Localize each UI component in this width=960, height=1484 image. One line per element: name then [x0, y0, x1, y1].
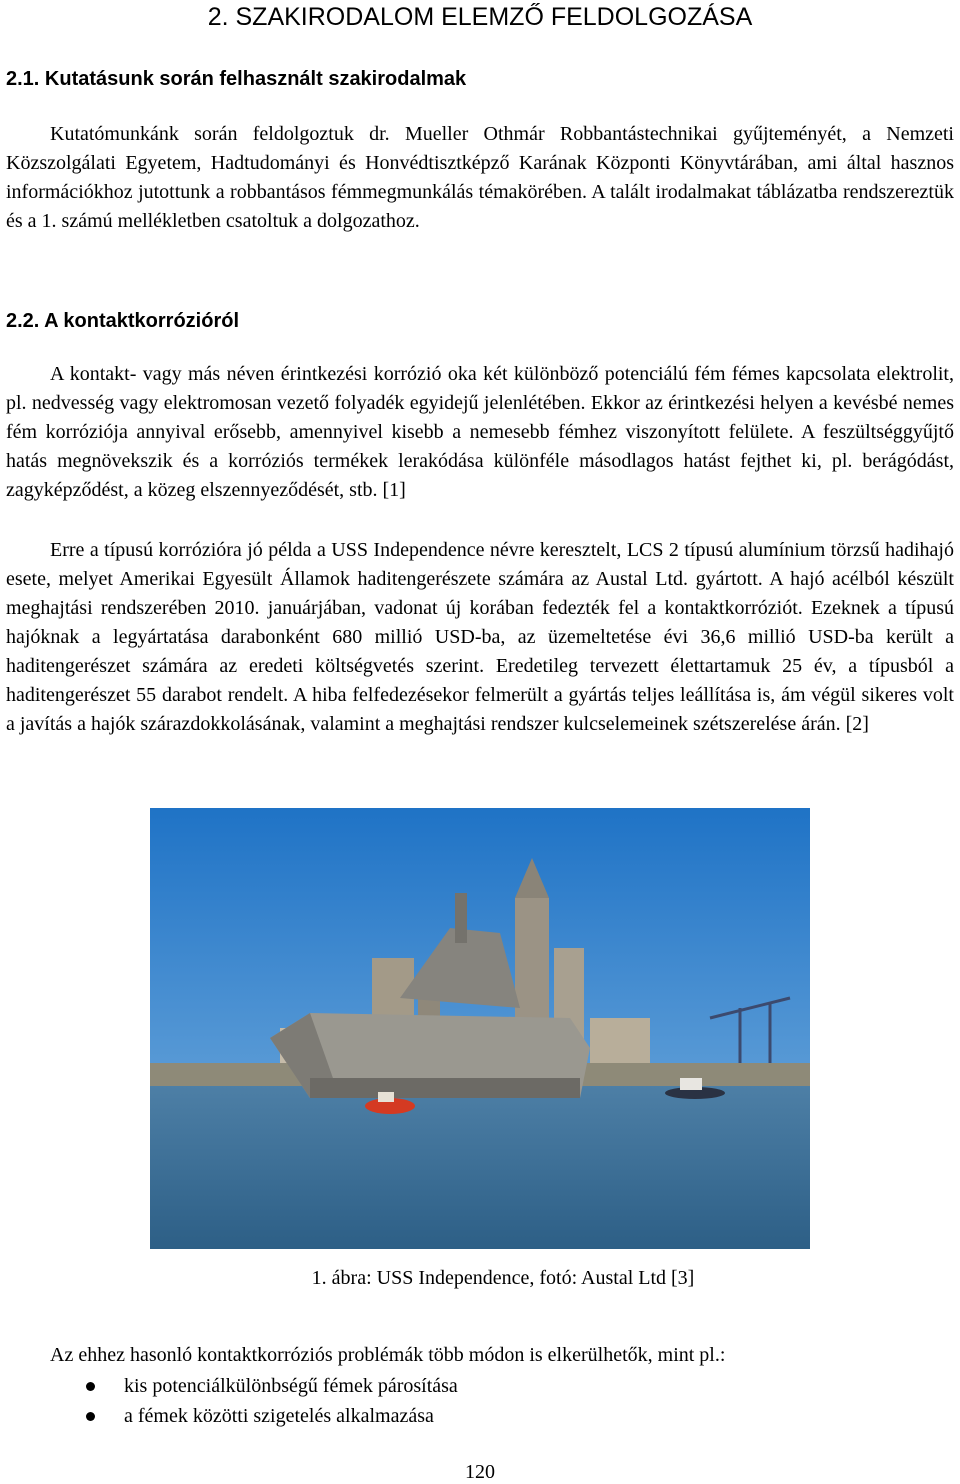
- page-number: 120: [465, 1461, 495, 1483]
- list-item-text: kis potenciálkülönbségű fémek párosítása: [124, 1375, 458, 1397]
- prevention-list: [0, 1371, 960, 1431]
- section-2-2-paragraph-1: A kontakt- vagy más néven érintkezési korrózió oka két különböző potenciálú fém fémes kapcsolata elektrolit, pl. nedvesség vagy elektromosan vezető folyadék egyidejű jelenlétében. Ekkor az érintkezési helyen a kevésbé nemes fém korróziója annyival erősebb, amennyivel kisebb a nemesebb fémhez viszonyított felülete. A feszültséggyűjtő hatás megnövekszik és a korróziós termékek lerakódása különféle másodlagos hatást fejthet ki, pl. berágódást, zagyképződést, a közeg elszennyeződését, stb. [1]: [6, 363, 954, 501]
- list-item-text: a fémek közötti szigetelés alkalmazása: [124, 1405, 434, 1427]
- section-2-1-paragraph: Kutatómunkánk során feldolgoztuk dr. Mueller Othmár Robbantástechnikai gyűjteményét, a Nemzeti Közszolgálati Egyetem, Hadtudományi és Honvédtisztképző Karának Központi Könyvtárában, ami által hasznos információkhoz jutottunk a robbantásos fémmegmunkálás témakörében. A talált irodalmakat táblázatba rendszereztük és a 1. számú mellékletben csatoltuk a dolgozathoz.: [6, 123, 954, 232]
- figure-caption: 1. ábra: USS Independence, fotó: Austal Ltd [3]: [311, 1267, 695, 1289]
- water: [150, 1086, 810, 1249]
- prevention-intro: Az ehhez hasonló kontaktkorróziós problémák több módon is elkerülhetők, mint pl.:: [50, 1344, 726, 1366]
- list-item: [0, 1371, 960, 1401]
- section-2-2-paragraph-2: Erre a típusú korrózióra jó példa a USS Independence névre keresztelt, LCS 2 típusú alumínium törzsű hadihajó esete, melyet Amerikai Egyesült Államok haditengerészete számára az Austal Ltd. gyártott. A hajó acélból készült meghajtási rendszerében 2010. januárjában, vadonat új korában fedezték fel a kontaktkorróziót. Ezeknek a típusú hajóknak a legyártatása darabonként 680 millió USD-ba, az üzemeltetése évi 36,6 millió USD-ba került a haditengerészet számára az eredeti költségvetés szerint. Eredetileg tervezett élettartamuk 25 év, a típusból a haditengerészet 55 darabot rendelt. A hiba felfedezésekor felmerült a gyártás teljes leállítása is, ám végül sikeres volt a javítás a hajók szárazdokkolásának, valamint a meghajtási rendszer kulcselemeinek szétszerelése árán. [2]: [6, 539, 954, 735]
- bullet-icon: [86, 1382, 95, 1391]
- list-item: [0, 1401, 960, 1431]
- ship-photo: [150, 808, 810, 1249]
- chapter-title: 2. SZAKIRODALOM ELEMZŐ FELDOLGOZÁSA: [207, 3, 753, 31]
- bullet-icon: [86, 1412, 95, 1421]
- section-title-2-1: 2.1. Kutatásunk során felhasznált szakirodalmak: [6, 68, 467, 90]
- section-title-2-2: 2.2. A kontaktkorrózióról: [6, 310, 240, 332]
